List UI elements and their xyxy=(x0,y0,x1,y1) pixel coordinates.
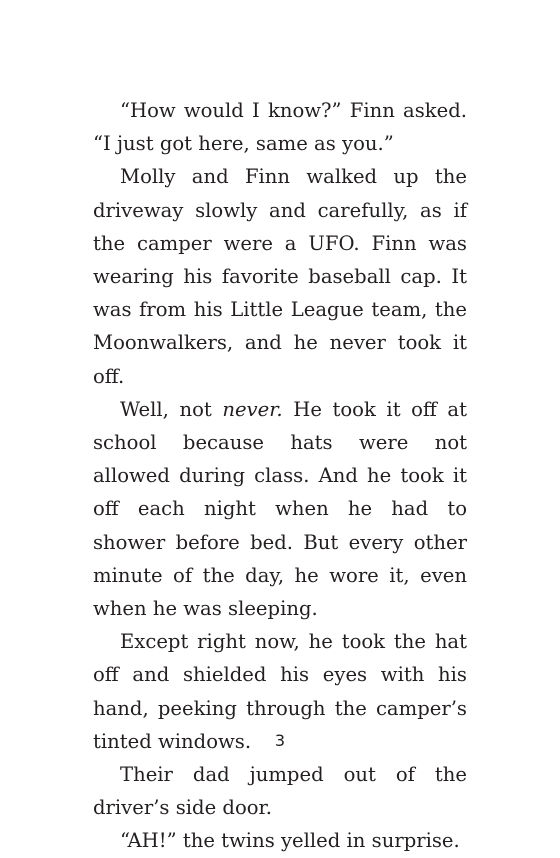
paragraph-5: Their dad jumped out of the driver’s side door. xyxy=(93,763,467,820)
paragraph-3-after: He took it off at school because hats were not allowed during class. And he took it off each night when he had to shower before bed. But every other minute of the day, he wore it, even when he was sleeping. xyxy=(93,397,467,621)
paragraph-4: Except right now, he took the hat off and shielded his eyes with his hand, peeking through the camper’s tinted windows. xyxy=(93,630,467,753)
paragraph-2: Molly and Finn walked up the driveway slowly and carefully, as if the camper were a UFO. Finn was wearing his favorite baseball cap. It was from his Little League team, the Moonwalkers, and he never took it off. xyxy=(93,165,467,388)
emphasis-never: never. xyxy=(222,397,283,421)
paragraph-1: “How would I know?” Finn asked. “I just got here, same as you.” xyxy=(93,99,467,156)
paragraph-6: “AH!” the twins yelled in surprise. xyxy=(120,829,460,853)
paragraph-3-before: Well, not xyxy=(120,397,223,421)
page-number: 3 xyxy=(274,731,286,750)
paragraph-3 xyxy=(93,393,467,625)
